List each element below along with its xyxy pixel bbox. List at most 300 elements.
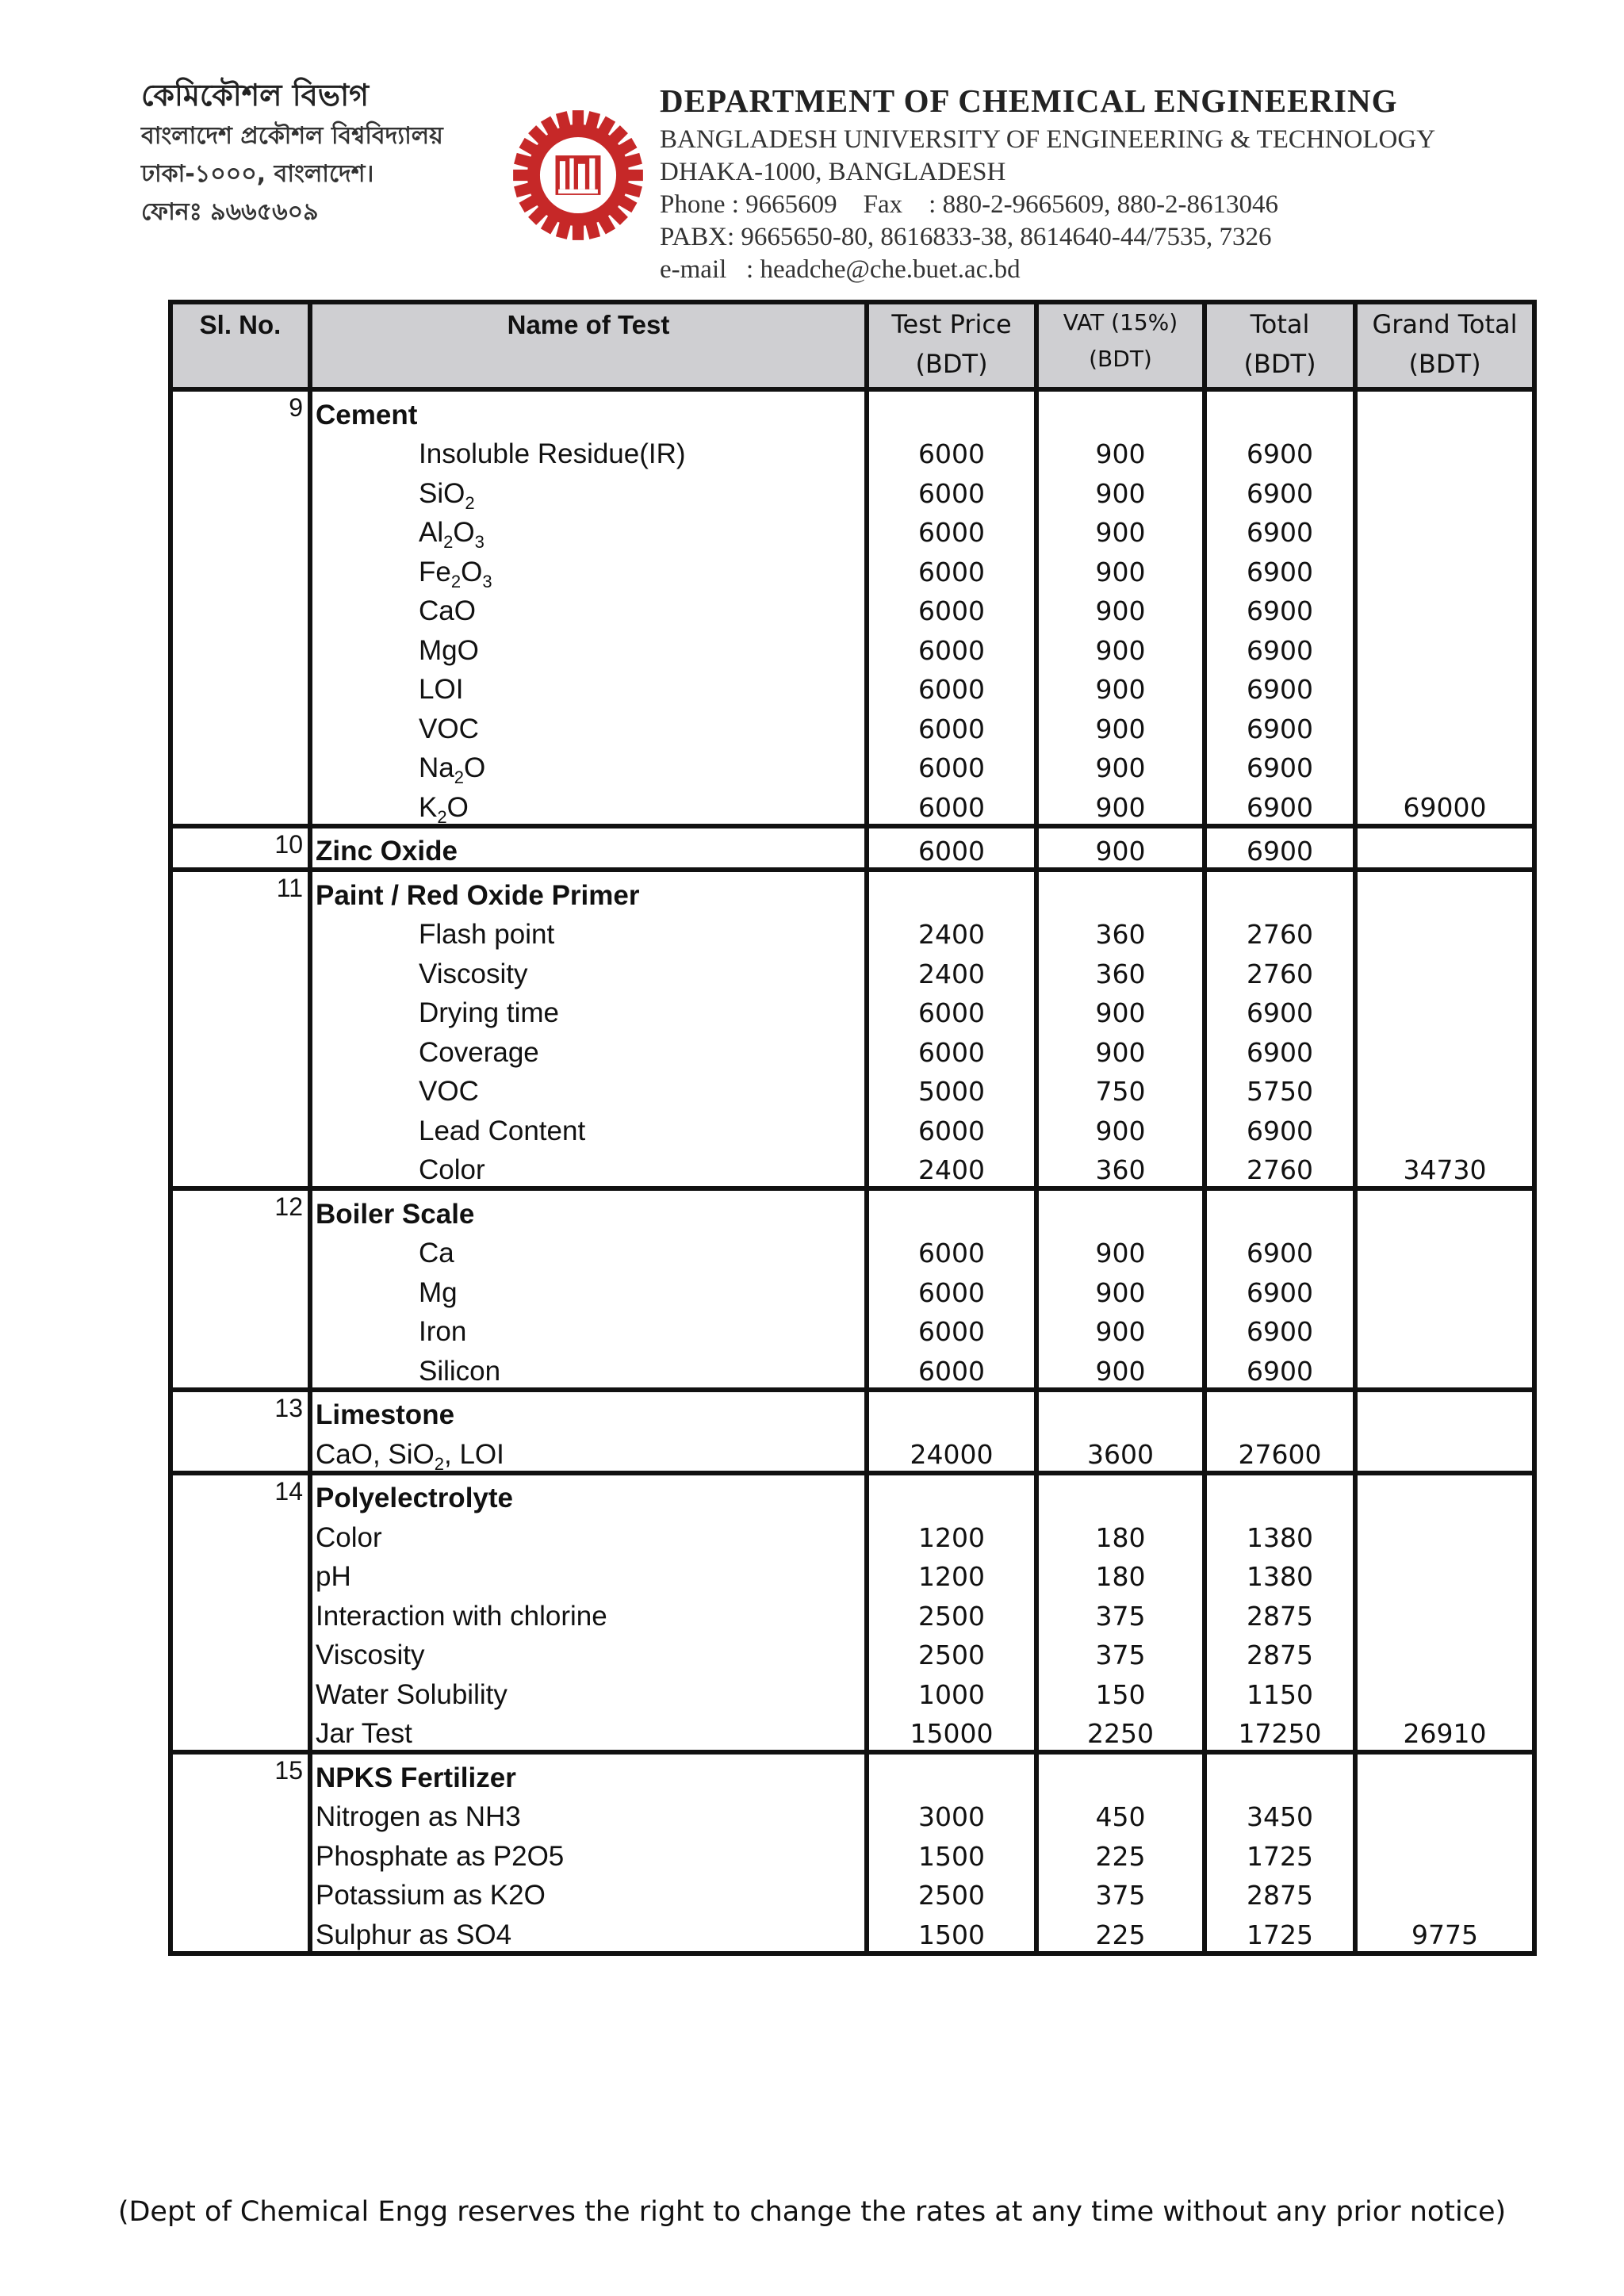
price-table — [168, 300, 1532, 1952]
cell-grand — [1355, 510, 1534, 549]
cell-sl-empty — [170, 1794, 310, 1834]
cell-vat: 900 — [1036, 549, 1205, 588]
cell-sl-empty — [170, 1348, 310, 1390]
test-name: Sulphur as SO4 — [310, 1911, 867, 1954]
cell-grand — [1355, 826, 1534, 871]
table-group — [170, 389, 1534, 826]
cell-sl-empty — [170, 588, 310, 628]
price-table-grid — [168, 300, 1537, 1956]
serial-number: 13 — [170, 1390, 310, 1432]
cell-price: 24000 — [867, 1431, 1036, 1473]
cell-empty — [1036, 1390, 1205, 1432]
cell-total: 1725 — [1205, 1833, 1355, 1873]
cell-sl-empty — [170, 627, 310, 667]
cell-grand — [1355, 667, 1534, 706]
cell-price: 1000 — [867, 1671, 1036, 1711]
cell-total: 6900 — [1205, 1348, 1355, 1390]
header-vat — [1036, 302, 1205, 389]
cell-price: 2500 — [867, 1873, 1036, 1912]
cell-price: 6000 — [867, 784, 1036, 826]
cell-grand: 26910 — [1355, 1711, 1534, 1753]
cell-vat: 180 — [1036, 1514, 1205, 1554]
cell-total: 6900 — [1205, 667, 1355, 706]
test-name: Mg — [310, 1269, 867, 1309]
table-row — [170, 470, 1534, 510]
table-row — [170, 1911, 1534, 1954]
header-total — [1205, 302, 1355, 389]
cell-grand — [1355, 1309, 1534, 1349]
cell-grand: 9775 — [1355, 1911, 1534, 1954]
cell-vat: 900 — [1036, 745, 1205, 785]
cell-vat: 900 — [1036, 706, 1205, 745]
cell-total: 1150 — [1205, 1671, 1355, 1711]
cell-total: 6900 — [1205, 470, 1355, 510]
table-row — [170, 706, 1534, 745]
cell-empty — [867, 1752, 1036, 1794]
cell-vat: 900 — [1036, 1309, 1205, 1349]
cell-sl-empty — [170, 912, 310, 951]
cell-empty — [1355, 870, 1534, 912]
cell-sl-empty — [170, 1147, 310, 1189]
cell-price: 6000 — [867, 1309, 1036, 1349]
bn-dept-name: কেমিকৌশল বিভাগ — [141, 78, 369, 113]
cell-empty — [1036, 1752, 1205, 1794]
cell-sl-empty — [170, 1554, 310, 1594]
cell-price: 2400 — [867, 912, 1036, 951]
cell-price: 6000 — [867, 745, 1036, 785]
test-name: VOC — [310, 1069, 867, 1108]
test-name: SiO$_2$ — [310, 470, 867, 510]
group-title: Cement — [310, 389, 867, 431]
cell-sl-empty — [170, 706, 310, 745]
table-row — [170, 1671, 1534, 1711]
cell-vat: 150 — [1036, 1671, 1205, 1711]
cell-price: 6000 — [867, 1269, 1036, 1309]
cell-price: 6000 — [867, 549, 1036, 588]
cell-price: 6000 — [867, 510, 1036, 549]
phone-fax-line: Phone : 9665609 Fax : 880-2-9665609, 880-2-8613046 — [660, 190, 1279, 219]
table-group — [170, 1188, 1534, 1390]
cell-sl-empty — [170, 1108, 310, 1147]
cell-price: 6000 — [867, 826, 1036, 871]
cell-empty — [1355, 389, 1534, 431]
cell-price: 6000 — [867, 431, 1036, 471]
cell-grand — [1355, 1108, 1534, 1147]
table-row — [170, 1431, 1534, 1473]
cell-vat: 900 — [1036, 470, 1205, 510]
table-group — [170, 1752, 1534, 1954]
header-total-label: Total — [1250, 309, 1310, 339]
group-title-row — [170, 1390, 1534, 1432]
cell-total: 6900 — [1205, 990, 1355, 1030]
table-row — [170, 951, 1534, 990]
cell-grand — [1355, 1431, 1534, 1473]
table-row — [170, 1711, 1534, 1753]
cell-sl-empty — [170, 1309, 310, 1349]
test-name: $K_2O$ — [310, 784, 867, 826]
cell-empty — [867, 1188, 1036, 1230]
table-row — [170, 1348, 1534, 1390]
table-row — [170, 1309, 1534, 1349]
cell-sl-empty — [170, 1911, 310, 1954]
header-total-unit: (BDT) — [1243, 349, 1316, 379]
test-name: Phosphate as P2O5 — [310, 1833, 867, 1873]
cell-vat: 900 — [1036, 1108, 1205, 1147]
cell-total: 6900 — [1205, 1230, 1355, 1270]
test-name: Water Solubility — [310, 1671, 867, 1711]
cell-vat: 900 — [1036, 1230, 1205, 1270]
test-name: Ca — [310, 1230, 867, 1270]
cell-sl-empty — [170, 549, 310, 588]
table-row — [170, 990, 1534, 1030]
table-row — [170, 1873, 1534, 1912]
header-grand-total-label: Grand Total — [1372, 309, 1518, 339]
cell-price: 6000 — [867, 470, 1036, 510]
cell-vat: 180 — [1036, 1554, 1205, 1594]
header-price-label: Test Price — [891, 309, 1012, 339]
cell-price: 6000 — [867, 1230, 1036, 1270]
serial-number: 15 — [170, 1752, 310, 1794]
cell-vat: 375 — [1036, 1632, 1205, 1672]
cell-price: 1500 — [867, 1833, 1036, 1873]
cell-sl-empty — [170, 1671, 310, 1711]
cell-total: 1380 — [1205, 1514, 1355, 1554]
cell-price: 2500 — [867, 1593, 1036, 1632]
letterhead-bengali — [141, 73, 498, 232]
cell-price: 1200 — [867, 1554, 1036, 1594]
cell-grand — [1355, 990, 1534, 1030]
table-row — [170, 1514, 1534, 1554]
cell-price: 2400 — [867, 1147, 1036, 1189]
test-name: Coverage — [310, 1029, 867, 1069]
cell-price: 6000 — [867, 706, 1036, 745]
cell-vat: 360 — [1036, 912, 1205, 951]
cell-total: 2875 — [1205, 1632, 1355, 1672]
cell-price: 6000 — [867, 667, 1036, 706]
cell-total: 27600 — [1205, 1431, 1355, 1473]
table-row — [170, 667, 1534, 706]
cell-sl-empty — [170, 1431, 310, 1473]
cell-grand — [1355, 951, 1534, 990]
cell-grand: 69000 — [1355, 784, 1534, 826]
cell-vat: 225 — [1036, 1833, 1205, 1873]
cell-total: 6900 — [1205, 784, 1355, 826]
cell-total: 6900 — [1205, 1108, 1355, 1147]
cell-price: 3000 — [867, 1794, 1036, 1834]
cell-total: 6900 — [1205, 706, 1355, 745]
group-title-row — [170, 826, 1534, 871]
cell-grand — [1355, 1833, 1534, 1873]
header-sl-label: Sl. No. — [199, 310, 282, 339]
test-name: Color — [310, 1147, 867, 1189]
cell-sl-empty — [170, 1514, 310, 1554]
cell-total: 3450 — [1205, 1794, 1355, 1834]
cell-empty — [1036, 870, 1205, 912]
table-row — [170, 588, 1534, 628]
group-title-row — [170, 1473, 1534, 1515]
cell-empty — [1205, 1188, 1355, 1230]
cell-total: 1380 — [1205, 1554, 1355, 1594]
table-row — [170, 1833, 1534, 1873]
cell-sl-empty — [170, 667, 310, 706]
cell-empty — [1036, 1473, 1205, 1515]
group-title: NPKS Fertilizer — [310, 1752, 867, 1794]
table-row — [170, 784, 1534, 826]
cell-grand — [1355, 1593, 1534, 1632]
test-name: Potassium as K2O — [310, 1873, 867, 1912]
test-name: Iron — [310, 1309, 867, 1349]
serial-number: 12 — [170, 1188, 310, 1230]
cell-grand — [1355, 1671, 1534, 1711]
cell-total: 6900 — [1205, 1029, 1355, 1069]
cell-empty — [867, 1473, 1036, 1515]
cell-empty — [1205, 1473, 1355, 1515]
cell-grand — [1355, 627, 1534, 667]
table-row — [170, 1108, 1534, 1147]
test-name: Viscosity — [310, 1632, 867, 1672]
header-grand-total-unit: (BDT) — [1408, 349, 1481, 379]
cell-price: 5000 — [867, 1069, 1036, 1108]
test-name: Color — [310, 1514, 867, 1554]
cell-grand: 34730 — [1355, 1147, 1534, 1189]
cell-price: 6000 — [867, 627, 1036, 667]
table-row — [170, 1593, 1534, 1632]
cell-grand — [1355, 1554, 1534, 1594]
test-name: Viscosity — [310, 951, 867, 990]
table-row — [170, 1794, 1534, 1834]
cell-sl-empty — [170, 1593, 310, 1632]
cell-grand — [1355, 1632, 1534, 1672]
cell-grand — [1355, 912, 1534, 951]
test-name: LOI — [310, 667, 867, 706]
test-name: $Al_2O_3$ — [310, 510, 867, 549]
bn-university-name: বাংলাদেশ প্রকৌশল বিশ্ববিদ্যালয় — [141, 122, 443, 150]
header-grand-total — [1355, 302, 1534, 389]
cell-grand — [1355, 470, 1534, 510]
group-title-row — [170, 870, 1534, 912]
cell-empty — [1355, 1188, 1534, 1230]
test-name: Insoluble Residue(IR) — [310, 431, 867, 471]
cell-price: 2400 — [867, 951, 1036, 990]
cell-total: 6900 — [1205, 627, 1355, 667]
buet-logo-icon — [508, 105, 649, 246]
cell-sl-empty — [170, 990, 310, 1030]
table-row — [170, 1632, 1534, 1672]
cell-total: 2875 — [1205, 1593, 1355, 1632]
city-line: DHAKA-1000, BANGLADESH — [660, 158, 1006, 186]
cell-price: 2500 — [867, 1632, 1036, 1672]
cell-total: 6900 — [1205, 588, 1355, 628]
cell-empty — [1355, 1473, 1534, 1515]
table-row — [170, 1554, 1534, 1594]
cell-sl-empty — [170, 1069, 310, 1108]
cell-vat: 900 — [1036, 784, 1205, 826]
cell-sl-empty — [170, 1269, 310, 1309]
cell-grand — [1355, 1794, 1534, 1834]
cell-vat: 900 — [1036, 826, 1205, 871]
cell-vat: 900 — [1036, 1348, 1205, 1390]
header-name — [310, 302, 867, 389]
cell-vat: 225 — [1036, 1911, 1205, 1954]
group-title: Paint / Red Oxide Primer — [310, 870, 867, 912]
serial-number: 14 — [170, 1473, 310, 1515]
cell-sl-empty — [170, 1711, 310, 1753]
cell-vat: 2250 — [1036, 1711, 1205, 1753]
cell-total: 17250 — [1205, 1711, 1355, 1753]
cell-vat: 900 — [1036, 667, 1205, 706]
cell-total: 2760 — [1205, 951, 1355, 990]
table-row — [170, 745, 1534, 785]
group-title: Zinc Oxide — [310, 826, 867, 871]
cell-vat: 360 — [1036, 1147, 1205, 1189]
cell-vat: 900 — [1036, 510, 1205, 549]
cell-empty — [1036, 389, 1205, 431]
cell-total: 2875 — [1205, 1873, 1355, 1912]
cell-empty — [1355, 1390, 1534, 1432]
cell-price: 1200 — [867, 1514, 1036, 1554]
header-price — [867, 302, 1036, 389]
cell-empty — [1355, 1752, 1534, 1794]
serial-number: 9 — [170, 389, 310, 431]
cell-sl-empty — [170, 1029, 310, 1069]
cell-vat: 900 — [1036, 588, 1205, 628]
cell-price: 6000 — [867, 1108, 1036, 1147]
cell-sl-empty — [170, 784, 310, 826]
cell-total: 2760 — [1205, 1147, 1355, 1189]
table-row — [170, 1069, 1534, 1108]
test-name: CaO — [310, 588, 867, 628]
cell-sl-empty — [170, 431, 310, 471]
cell-empty — [1205, 1390, 1355, 1432]
cell-sl-empty — [170, 510, 310, 549]
test-name: Drying time — [310, 990, 867, 1030]
table-row — [170, 1029, 1534, 1069]
cell-price: 6000 — [867, 588, 1036, 628]
test-name: $Na_2O$ — [310, 745, 867, 785]
cell-empty — [1205, 1752, 1355, 1794]
header-name-label: Name of Test — [507, 310, 670, 339]
test-name: CaO, SiO$_2$, LOI — [310, 1431, 867, 1473]
cell-vat: 900 — [1036, 1029, 1205, 1069]
table-row — [170, 627, 1534, 667]
cell-price: 6000 — [867, 1029, 1036, 1069]
table-group — [170, 1473, 1534, 1753]
cell-total: 6900 — [1205, 1309, 1355, 1349]
cell-grand — [1355, 706, 1534, 745]
cell-grand — [1355, 1873, 1534, 1912]
dept-name: DEPARTMENT OF CHEMICAL ENGINEERING — [660, 82, 1398, 119]
serial-number: 11 — [170, 870, 310, 912]
table-row — [170, 912, 1534, 951]
table-group — [170, 1390, 1534, 1473]
cell-grand — [1355, 1514, 1534, 1554]
test-name: Nitrogen as NH3 — [310, 1794, 867, 1834]
test-name: Lead Content — [310, 1108, 867, 1147]
cell-empty — [1036, 1188, 1205, 1230]
cell-vat: 375 — [1036, 1593, 1205, 1632]
group-title: Boiler Scale — [310, 1188, 867, 1230]
cell-grand — [1355, 549, 1534, 588]
table-header — [170, 302, 1534, 389]
cell-vat: 900 — [1036, 990, 1205, 1030]
cell-total: 6900 — [1205, 1269, 1355, 1309]
cell-vat: 750 — [1036, 1069, 1205, 1108]
header-price-unit: (BDT) — [915, 349, 988, 379]
table-row — [170, 1230, 1534, 1270]
cell-grand — [1355, 1269, 1534, 1309]
cell-sl-empty — [170, 1632, 310, 1672]
test-name: Flash point — [310, 912, 867, 951]
cell-grand — [1355, 1348, 1534, 1390]
cell-sl-empty — [170, 951, 310, 990]
cell-total: 5750 — [1205, 1069, 1355, 1108]
table-group — [170, 870, 1534, 1188]
cell-sl-empty — [170, 1230, 310, 1270]
cell-vat: 450 — [1036, 1794, 1205, 1834]
cell-empty — [1205, 389, 1355, 431]
table-group — [170, 826, 1534, 871]
group-title-row — [170, 1752, 1534, 1794]
bn-phone: ফোনঃ ৯৬৬৫৬০৯ — [141, 198, 319, 226]
test-name: Interaction with chlorine — [310, 1593, 867, 1632]
email-line: e-mail : headche@che.buet.ac.bd — [660, 255, 1021, 284]
cell-total: 6900 — [1205, 745, 1355, 785]
header-row — [170, 302, 1534, 389]
cell-vat: 360 — [1036, 951, 1205, 990]
cell-grand — [1355, 1230, 1534, 1270]
test-name: pH — [310, 1554, 867, 1594]
cell-total: 6900 — [1205, 510, 1355, 549]
test-name: Jar Test — [310, 1711, 867, 1753]
cell-empty — [867, 870, 1036, 912]
bn-city: ঢাকা-১০০০, বাংলাদেশ। — [141, 160, 374, 188]
cell-grand — [1355, 431, 1534, 471]
table-row — [170, 549, 1534, 588]
cell-grand — [1355, 745, 1534, 785]
cell-total: 6900 — [1205, 549, 1355, 588]
cell-empty — [867, 389, 1036, 431]
table-row — [170, 431, 1534, 471]
pabx-line: PABX: 9665650-80, 8616833-38, 8614640-44/7535, 7326 — [660, 223, 1272, 251]
cell-grand — [1355, 1029, 1534, 1069]
cell-empty — [867, 1390, 1036, 1432]
header-sl — [170, 302, 310, 389]
cell-empty — [1205, 870, 1355, 912]
test-name: $Fe_2O_3$ — [310, 549, 867, 588]
group-title: Polyelectrolyte — [310, 1473, 867, 1515]
cell-sl-empty — [170, 1833, 310, 1873]
header-vat-label: VAT (15%) — [1063, 309, 1178, 335]
table-row — [170, 1269, 1534, 1309]
cell-price: 1500 — [867, 1911, 1036, 1954]
group-title-row — [170, 1188, 1534, 1230]
cell-vat: 900 — [1036, 431, 1205, 471]
table-row — [170, 1147, 1534, 1189]
cell-total: 6900 — [1205, 826, 1355, 871]
test-name: Silicon — [310, 1348, 867, 1390]
cell-grand — [1355, 1069, 1534, 1108]
cell-sl-empty — [170, 745, 310, 785]
test-name: MgO — [310, 627, 867, 667]
cell-sl-empty — [170, 1873, 310, 1912]
cell-price: 15000 — [867, 1711, 1036, 1753]
footer-note: (Dept of Chemical Engg reserves the right to change the rates at any time without any prior notice) — [117, 2196, 1507, 2228]
cell-total: 6900 — [1205, 431, 1355, 471]
group-title: Limestone — [310, 1390, 867, 1432]
group-title-row — [170, 389, 1534, 431]
university-name: BANGLADESH UNIVERSITY OF ENGINEERING & TECHNOLOGY — [660, 125, 1436, 154]
cell-total: 1725 — [1205, 1911, 1355, 1954]
